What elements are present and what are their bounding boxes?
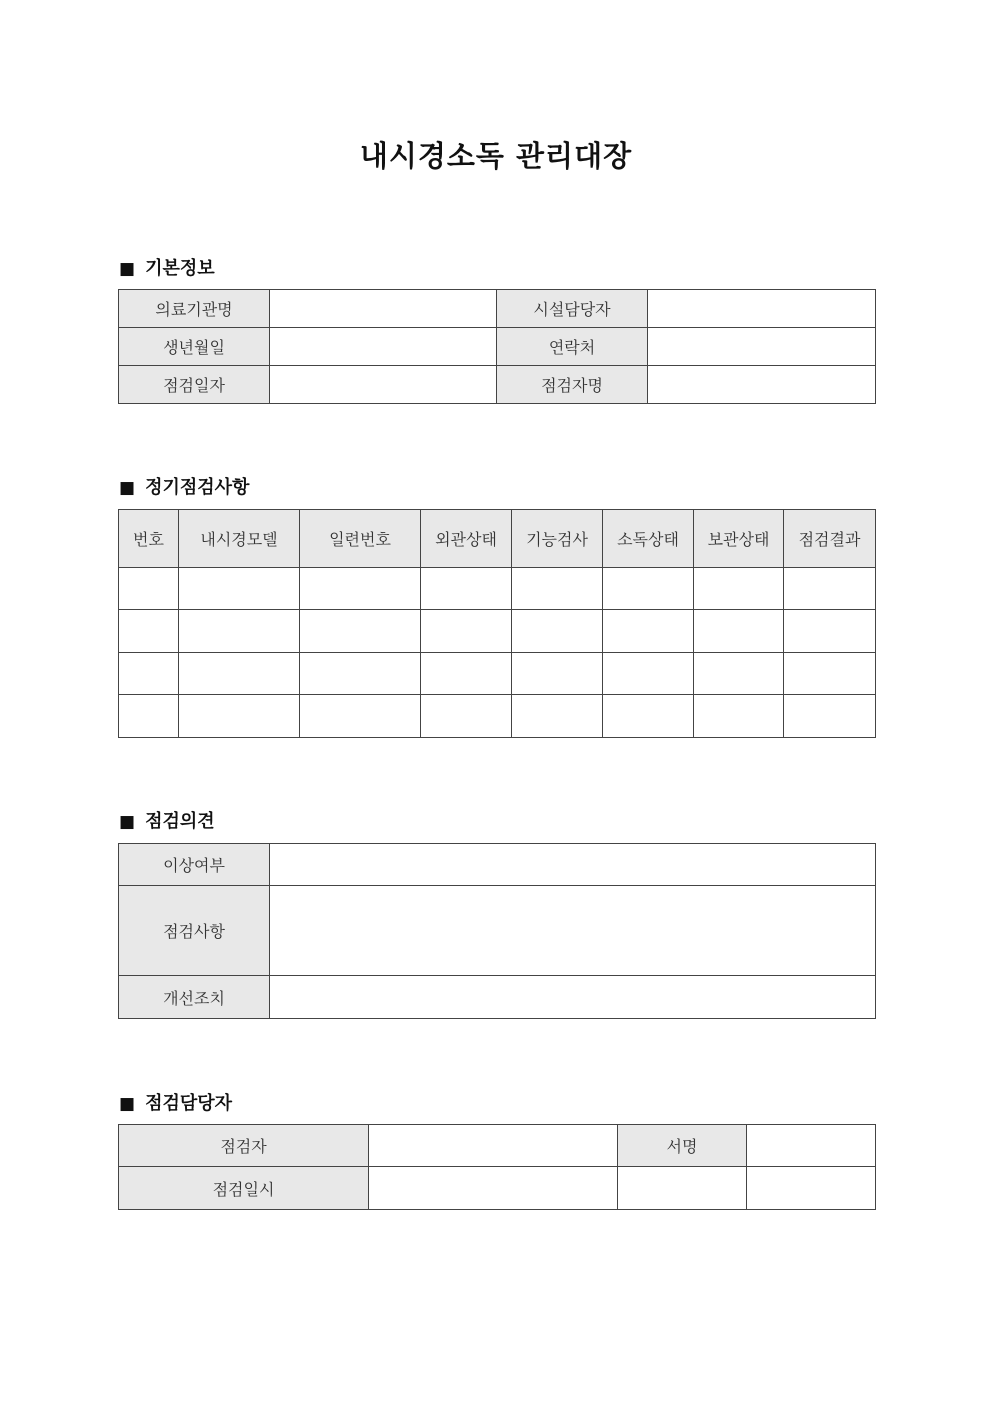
label-cell: 의료기관명 [119, 290, 270, 328]
table-cell[interactable] [300, 610, 421, 653]
label-cell: 점검자 [119, 1125, 369, 1167]
input-cell-contact[interactable] [648, 328, 876, 366]
table-cell[interactable] [512, 695, 603, 738]
column-header: 번호 [119, 510, 179, 568]
section-heading-basic [119, 254, 215, 280]
label-cell: 점검일자 [119, 366, 270, 404]
table-row [119, 1167, 876, 1210]
table-cell[interactable] [421, 653, 512, 695]
table-row [119, 695, 876, 738]
table-cell[interactable] [603, 653, 694, 695]
table-row [119, 328, 876, 366]
column-header: 기능검사 [512, 510, 603, 568]
label-cell: 연락처 [497, 328, 648, 366]
table-cell[interactable] [603, 610, 694, 653]
table-row [119, 1125, 876, 1167]
table-row [119, 366, 876, 404]
bullet-square-icon: ■ [119, 812, 136, 832]
section-title: 기본정보 [145, 258, 215, 279]
label-cell: 점검자명 [497, 366, 648, 404]
input-cell-signature[interactable] [747, 1125, 876, 1167]
column-header: 소독상태 [603, 510, 694, 568]
basic-info-table [118, 289, 876, 404]
table-cell[interactable] [421, 568, 512, 610]
manager-table [118, 1124, 876, 1210]
table-cell[interactable] [694, 695, 784, 738]
table-cell[interactable] [512, 653, 603, 695]
table-row [119, 844, 876, 886]
header-row [119, 510, 876, 568]
label-cell: 점검사항 [119, 886, 270, 976]
input-cell-inspector[interactable] [369, 1125, 618, 1167]
table-cell[interactable] [618, 1167, 747, 1210]
table-cell[interactable] [784, 695, 876, 738]
table-row [119, 653, 876, 695]
table-cell[interactable] [512, 610, 603, 653]
section-heading-regular [119, 473, 249, 499]
table-cell[interactable] [603, 695, 694, 738]
column-header: 보관상태 [694, 510, 784, 568]
bullet-square-icon: ■ [119, 1094, 136, 1114]
table-cell[interactable] [694, 610, 784, 653]
column-header: 점검결과 [784, 510, 876, 568]
table-row [119, 886, 876, 976]
section-title: 정기점검사항 [145, 477, 250, 498]
table-cell[interactable] [300, 695, 421, 738]
page-title: 내시경소독 관리대장 [359, 139, 633, 173]
section-title: 점검담당자 [145, 1093, 233, 1114]
input-cell-birthdate[interactable] [270, 328, 497, 366]
table-row [119, 290, 876, 328]
table-row [119, 568, 876, 610]
section-title: 점검의견 [145, 811, 215, 832]
label-cell: 점검일시 [119, 1167, 369, 1210]
input-cell-corrective-action[interactable] [270, 976, 876, 1019]
table-row [119, 976, 876, 1019]
table-cell[interactable] [784, 653, 876, 695]
table-cell[interactable] [421, 610, 512, 653]
column-header: 외관상태 [421, 510, 512, 568]
section-heading-opinion [119, 807, 215, 833]
column-header: 일련번호 [300, 510, 421, 568]
input-cell-inspection-datetime[interactable] [369, 1167, 618, 1210]
table-cell[interactable] [512, 568, 603, 610]
label-cell: 서명 [618, 1125, 747, 1167]
input-cell-inspector-name[interactable] [648, 366, 876, 404]
input-cell-abnormality[interactable] [270, 844, 876, 886]
table-cell[interactable] [747, 1167, 876, 1210]
table-cell[interactable] [694, 653, 784, 695]
table-cell[interactable] [119, 695, 179, 738]
table-cell[interactable] [784, 610, 876, 653]
input-cell-inspection-date[interactable] [270, 366, 497, 404]
table-cell[interactable] [179, 653, 300, 695]
table-cell[interactable] [179, 610, 300, 653]
section-heading-manager [119, 1089, 232, 1115]
table-cell[interactable] [119, 610, 179, 653]
column-header: 내시경모델 [179, 510, 300, 568]
label-cell: 시설담당자 [497, 290, 648, 328]
bullet-square-icon: ■ [119, 259, 136, 279]
table-row [119, 610, 876, 653]
label-cell: 이상여부 [119, 844, 270, 886]
table-cell[interactable] [694, 568, 784, 610]
table-cell[interactable] [179, 695, 300, 738]
table-cell[interactable] [300, 568, 421, 610]
label-cell: 개선조치 [119, 976, 270, 1019]
table-cell[interactable] [603, 568, 694, 610]
opinion-table [118, 843, 876, 1019]
table-cell[interactable] [421, 695, 512, 738]
table-cell[interactable] [784, 568, 876, 610]
input-cell-inspection-notes[interactable] [270, 886, 876, 976]
bullet-square-icon: ■ [119, 478, 136, 498]
table-cell[interactable] [119, 653, 179, 695]
label-cell: 생년월일 [119, 328, 270, 366]
table-cell[interactable] [119, 568, 179, 610]
table-cell[interactable] [300, 653, 421, 695]
table-cell[interactable] [179, 568, 300, 610]
input-cell-institution[interactable] [270, 290, 497, 328]
regular-inspection-table [118, 509, 876, 738]
input-cell-facility-manager[interactable] [648, 290, 876, 328]
